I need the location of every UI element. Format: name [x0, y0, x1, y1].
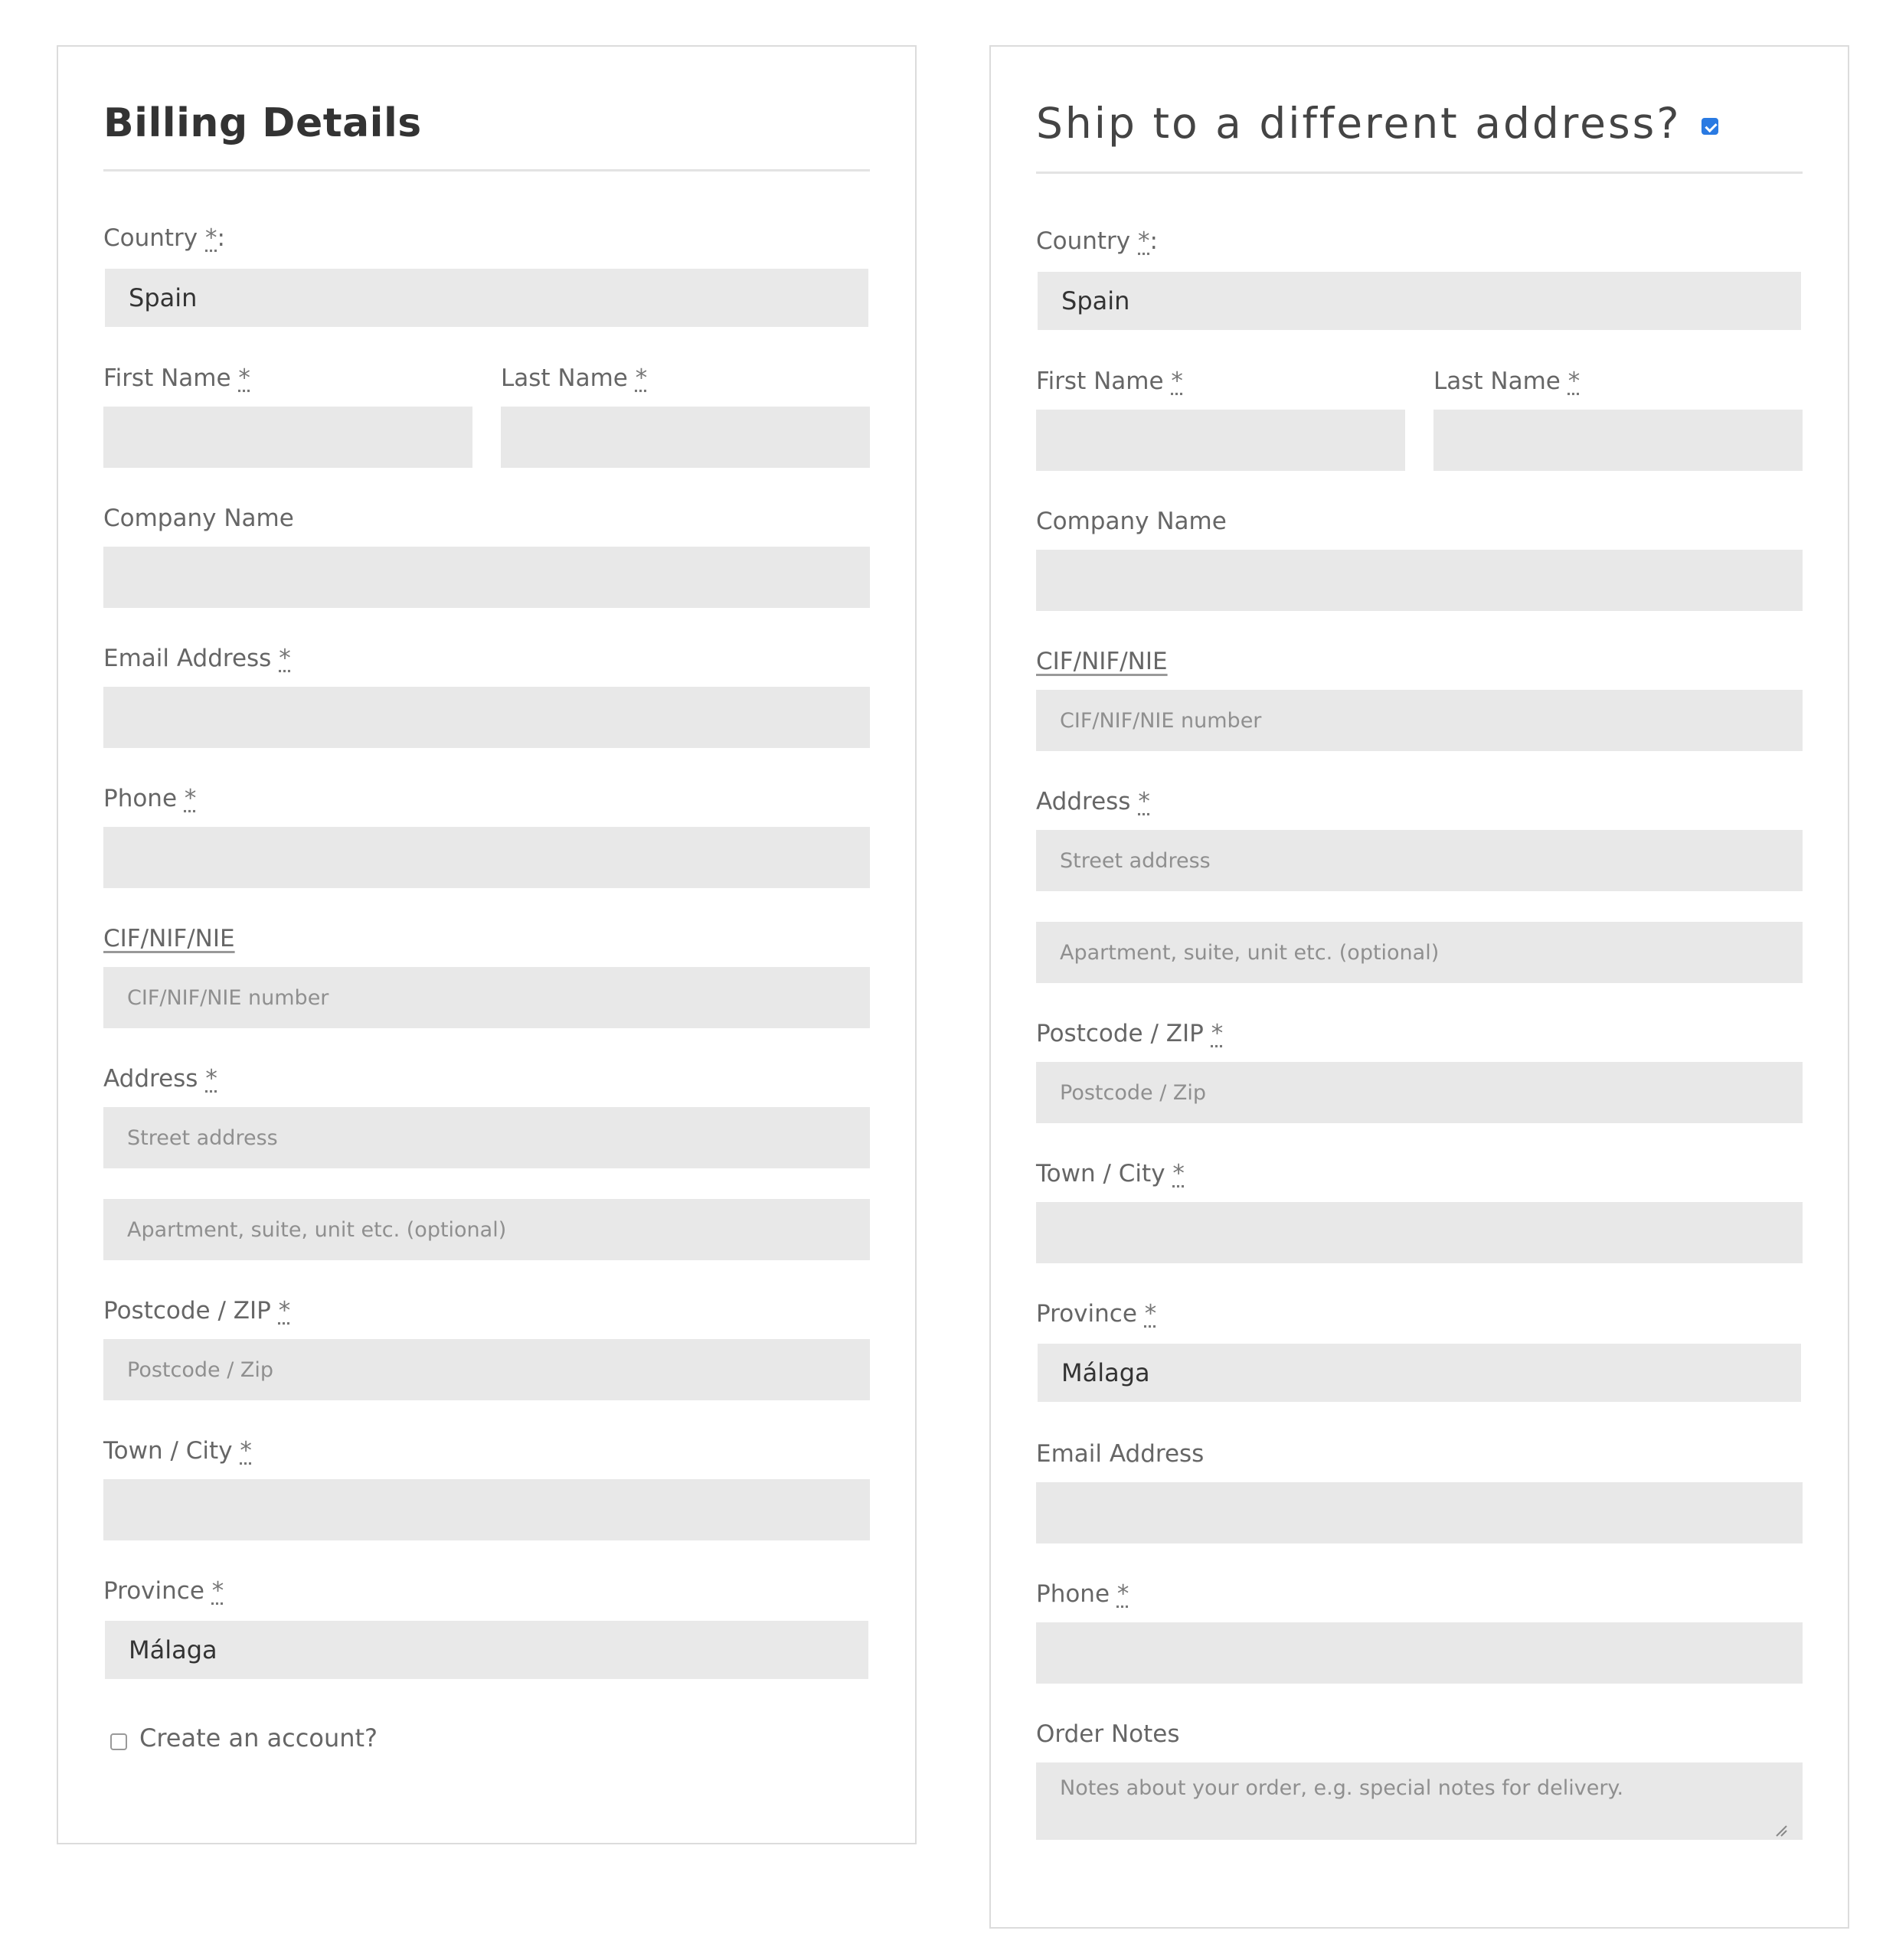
billing-title-divider: [103, 169, 870, 172]
shipping-province-select[interactable]: [1036, 1342, 1803, 1403]
shipping-first-name-input[interactable]: [1036, 410, 1405, 471]
billing-last-name-label: Last Name *: [501, 364, 648, 392]
billing-cif-placeholder: CIF/NIF/NIE number: [127, 985, 329, 1010]
create-account-checkbox[interactable]: [110, 1733, 127, 1750]
billing-last-name-input[interactable]: [501, 407, 870, 468]
billing-title-row: [103, 93, 870, 154]
shipping-title-row: [1036, 93, 1803, 154]
billing-title: Billing Details: [103, 100, 422, 146]
billing-street-placeholder: Street address: [127, 1125, 278, 1150]
shipping-title-divider: [1036, 172, 1803, 174]
billing-cif-label: CIF/NIF/NIE: [103, 925, 235, 952]
order-notes-placeholder: Notes about your order, e.g. special notes for delivery.: [1060, 1776, 1624, 1800]
billing-province-select[interactable]: [103, 1619, 870, 1681]
billing-postcode-placeholder: Postcode / Zip: [127, 1357, 274, 1382]
shipping-last-name-label: Last Name *: [1433, 368, 1581, 395]
shipping-cif-input[interactable]: [1036, 690, 1803, 751]
shipping-title: Ship to a different address?: [1036, 99, 1682, 148]
billing-address-label: Address *: [103, 1065, 217, 1093]
shipping-postcode-input[interactable]: [1036, 1062, 1803, 1123]
billing-email-label: Email Address *: [103, 645, 291, 672]
ship-different-address-checkbox[interactable]: [1701, 118, 1718, 135]
shipping-email-label: Email Address: [1036, 1440, 1205, 1468]
billing-country-value: Spain: [129, 283, 198, 312]
billing-first-name-input[interactable]: [103, 407, 472, 468]
shipping-phone-input[interactable]: [1036, 1622, 1803, 1684]
billing-phone-label: Phone *: [103, 785, 197, 812]
order-notes-label: Order Notes: [1036, 1720, 1180, 1748]
shipping-apartment-placeholder: Apartment, suite, unit etc. (optional): [1060, 940, 1440, 965]
billing-postcode-label: Postcode / ZIP *: [103, 1297, 291, 1325]
shipping-first-name-label: First Name *: [1036, 368, 1183, 395]
shipping-country-label: Country *:: [1036, 227, 1158, 255]
shipping-address-label: Address *: [1036, 788, 1150, 815]
billing-city-label: Town / City *: [103, 1437, 252, 1465]
shipping-details-panel: [989, 45, 1849, 1929]
billing-email-input[interactable]: [103, 687, 870, 748]
billing-apartment-placeholder: Apartment, suite, unit etc. (optional): [127, 1217, 507, 1242]
shipping-last-name-input[interactable]: [1433, 410, 1803, 471]
shipping-postcode-placeholder: Postcode / Zip: [1060, 1080, 1207, 1105]
billing-company-label: Company Name: [103, 505, 294, 532]
billing-country-select[interactable]: [103, 267, 870, 328]
billing-first-name-label: First Name *: [103, 364, 250, 392]
shipping-apartment-input[interactable]: [1036, 922, 1803, 983]
shipping-cif-placeholder: CIF/NIF/NIE number: [1060, 708, 1262, 733]
billing-postcode-input[interactable]: [103, 1339, 870, 1400]
shipping-province-label: Province *: [1036, 1300, 1157, 1328]
shipping-cif-label: CIF/NIF/NIE: [1036, 648, 1168, 675]
shipping-company-label: Company Name: [1036, 508, 1227, 535]
shipping-postcode-label: Postcode / ZIP *: [1036, 1020, 1224, 1047]
order-notes-textarea[interactable]: [1036, 1762, 1803, 1840]
billing-company-input[interactable]: [103, 547, 870, 608]
billing-phone-input[interactable]: [103, 827, 870, 888]
billing-province-label: Province *: [103, 1577, 224, 1605]
shipping-phone-label: Phone *: [1036, 1580, 1129, 1608]
shipping-city-input[interactable]: [1036, 1202, 1803, 1263]
billing-province-value: Málaga: [129, 1635, 217, 1664]
shipping-country-value: Spain: [1061, 286, 1130, 315]
shipping-city-label: Town / City *: [1036, 1160, 1185, 1187]
shipping-email-input[interactable]: [1036, 1482, 1803, 1544]
billing-cif-input[interactable]: [103, 967, 870, 1028]
billing-details-panel: [57, 45, 917, 1844]
shipping-street-placeholder: Street address: [1060, 848, 1211, 873]
shipping-company-input[interactable]: [1036, 550, 1803, 611]
billing-street-input[interactable]: [103, 1107, 870, 1168]
create-account-label[interactable]: Create an account?: [139, 1723, 378, 1753]
billing-apartment-input[interactable]: [103, 1199, 870, 1260]
shipping-country-select[interactable]: [1036, 270, 1803, 332]
billing-country-label: Country *:: [103, 224, 225, 252]
resize-grip-icon[interactable]: [1773, 1823, 1787, 1837]
shipping-province-value: Málaga: [1061, 1358, 1150, 1387]
billing-city-input[interactable]: [103, 1479, 870, 1540]
shipping-street-input[interactable]: [1036, 830, 1803, 891]
